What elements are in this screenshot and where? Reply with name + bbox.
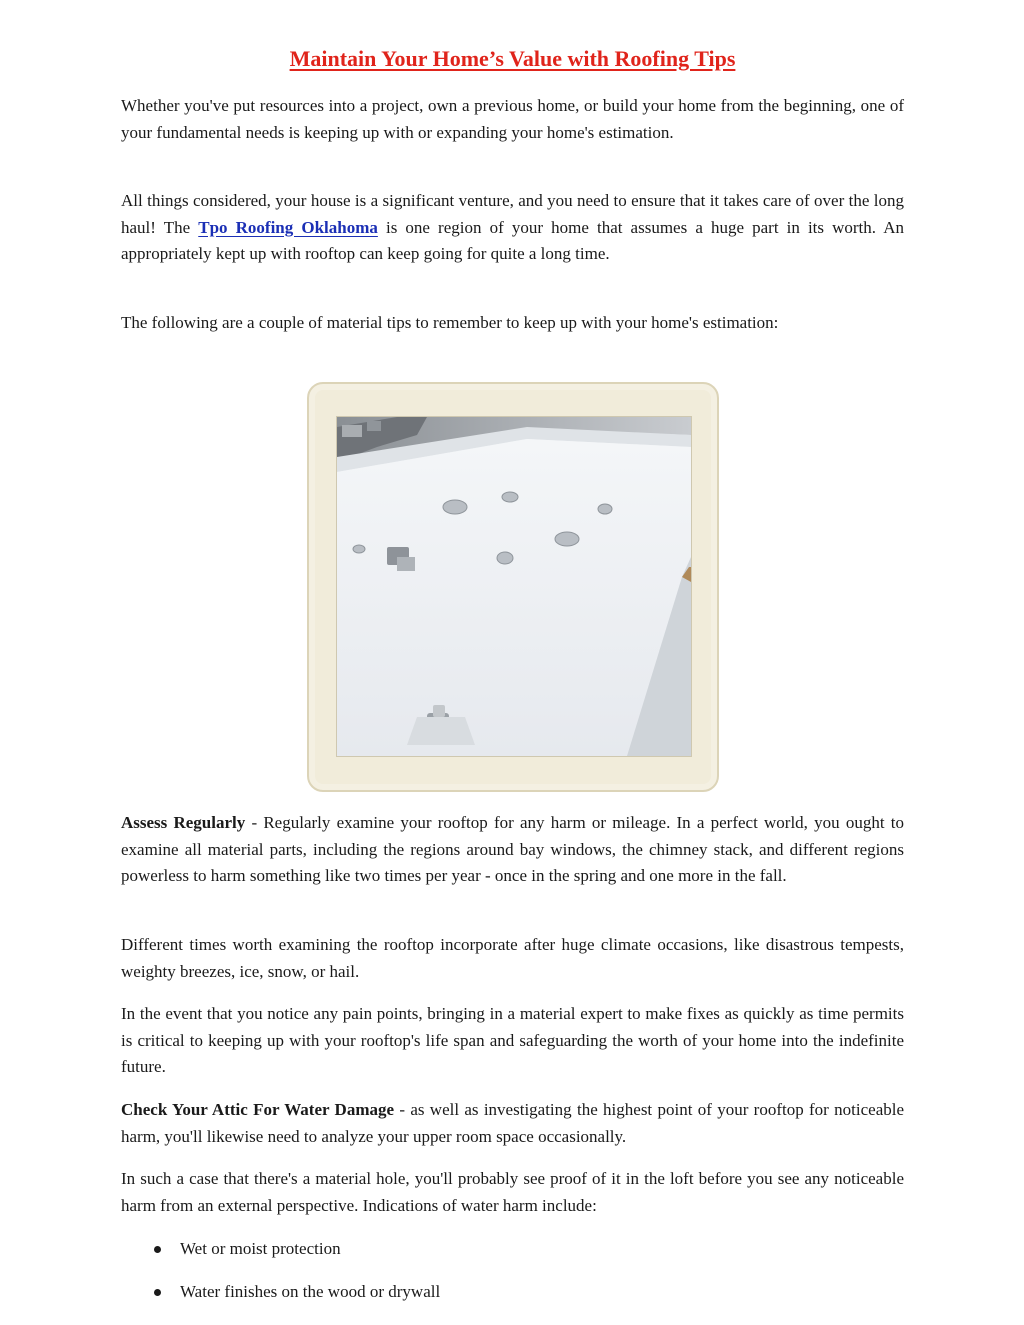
list-item <box>121 1279 904 1305</box>
bullet-dot-icon <box>154 1289 161 1296</box>
flat-white-roof-photo <box>336 416 692 757</box>
list-item-text: Water finishes on the wood or drywall <box>180 1282 441 1301</box>
attic-check-text: - as well as investigating the highest point of your rooftop for noticeable harm, you'll likewise need to analyze your upper room space occasionally. <box>121 1100 905 1146</box>
assess-regularly-paragraph <box>121 810 904 890</box>
roof-photo-illustration <box>337 417 691 756</box>
attic-check-heading: Check Your Attic For Water Damage <box>121 1100 395 1119</box>
tips-intro-paragraph: The following are a couple of material tips to remember to keep up with your home's estimation: <box>121 313 779 332</box>
leak-signs-paragraph: In such a case that there's a material hole, you'll probably see proof of it in the loft before you see any noticeable harm from an external perspective. Indications of water harm include: <box>121 1169 904 1215</box>
tpo-roofing-link[interactable]: Tpo Roofing Oklahoma <box>198 217 378 237</box>
assess-regularly-heading: Assess Regularly <box>121 813 246 832</box>
investment-text-before: All things considered, your house is a significant venture, and you need to ensure that it takes care of over the long haul! The <box>121 191 904 237</box>
pain-points-paragraph: In the event that you notice any pain points, bringing in a material expert to make fixes as quickly as time permits is critical to keeping up with your rooftop's life span and safeguarding the worth of your home into the indefinite future. <box>121 1004 904 1076</box>
attic-check-paragraph <box>121 1097 904 1150</box>
intro-paragraph: Whether you've put resources into a project, own a previous home, or build your home from the beginning, one of your fundamental needs is keeping up with or expanding your home's estimation. <box>121 96 904 142</box>
bullet-dot-icon <box>154 1246 161 1253</box>
list-item <box>121 1236 904 1262</box>
list-item-text: Wet or moist protection <box>180 1239 341 1258</box>
assess-regularly-text: - Regularly examine your rooftop for any harm or mileage. In a perfect world, you ought to examine all material parts, including the regions around bay windows, the chimney stack, and different regions powerless to harm something like two times per year - once in the spring and one more in the fall. <box>121 813 904 885</box>
roof-image-frame <box>307 382 719 792</box>
water-damage-list <box>121 1236 904 1322</box>
weather-events-paragraph: Different times worth examining the rooftop incorporate after huge climate occasions, like disastrous tempests, weighty breezes, ice, snow, or hail. <box>121 935 904 981</box>
investment-text-after: is one region of your home that assumes a huge part in its worth. An appropriately kept up with rooftop can keep going for quite a long time. <box>121 217 904 263</box>
investment-paragraph <box>121 188 904 268</box>
page-title: Maintain Your Home’s Value with Roofing Tips <box>289 46 736 71</box>
